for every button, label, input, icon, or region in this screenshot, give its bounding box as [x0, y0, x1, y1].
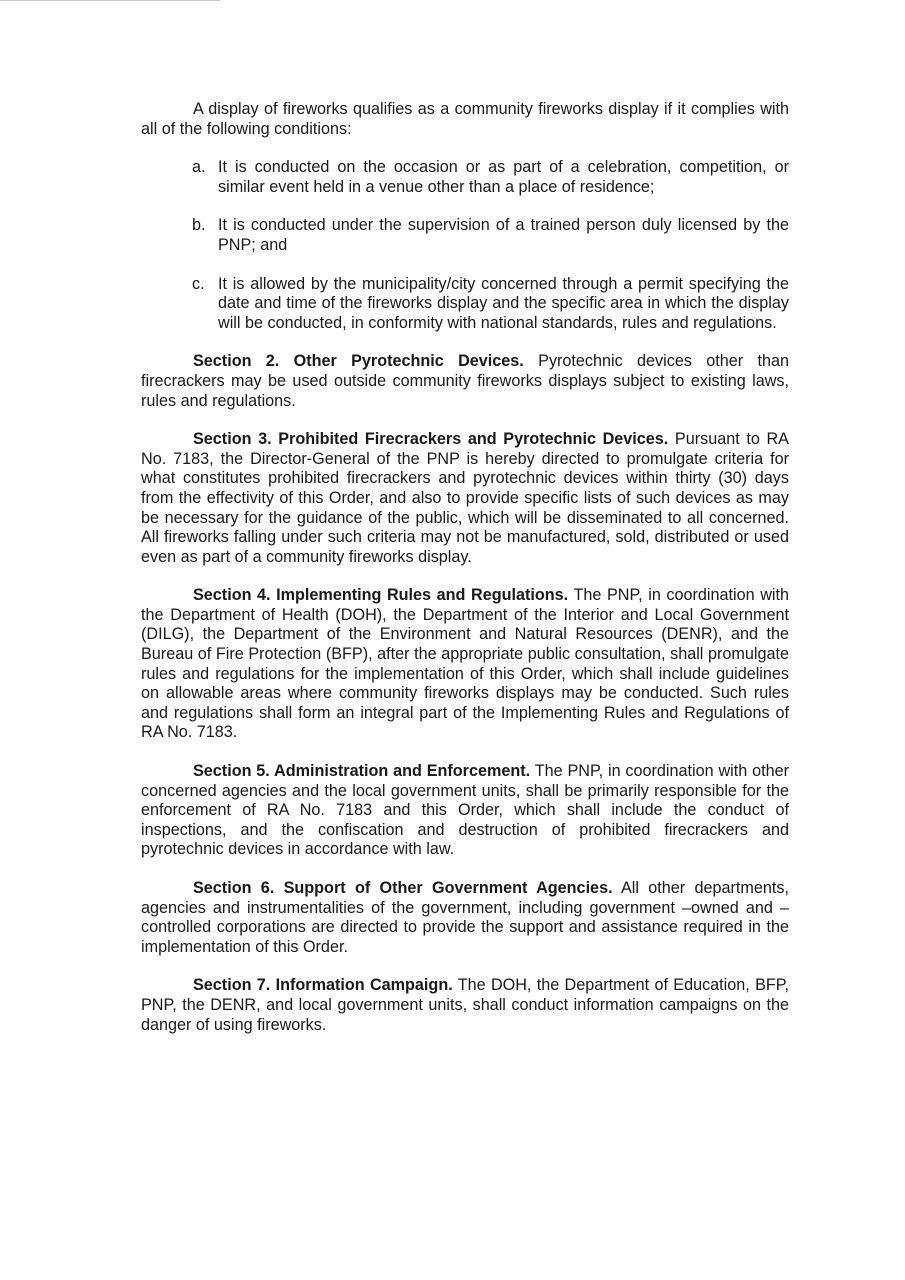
section-heading: Section 6. Support of Other Government Agencies.	[193, 879, 613, 897]
section-heading: Section 5. Administration and Enforcement.	[193, 762, 531, 781]
section-heading: Section 3. Prohibited Firecrackers and Pyrotechnic Devices.	[193, 430, 669, 449]
condition-marker: c.	[192, 274, 205, 293]
section-3	[141, 430, 789, 567]
section-body: The DOH, the Department of Education, BFP, PNP, the DENR, and local government units, shall conduct information campaigns on the danger of using fireworks.	[141, 976, 789, 1034]
condition-item-a	[192, 158, 789, 197]
section-6	[141, 879, 789, 957]
document-page	[141, 100, 789, 1054]
conditions-list	[141, 158, 789, 333]
section-body: Pyrotechnic devices other than firecrackers may be used outside community fireworks displays subject to existing laws, rules and regulations.	[141, 352, 789, 410]
section-heading: Section 4. Implementing Rules and Regulations.	[193, 586, 569, 605]
section-2	[141, 352, 789, 411]
section-body: Pursuant to RA No. 7183, the Director-General of the PNP is hereby directed to promulgate criteria for what constitutes prohibited firecrackers and pyrotechnic devices within thirty (30) days from the effectivity of this Order, and also to provide specific lists of such devices as may be necessary for the guidance of the public, which will be disseminated to all concerned. All fireworks falling under such criteria may not be manufactured, sold, distributed or used even as part of a community fireworks display.	[141, 430, 789, 566]
section-body: The PNP, in coordination with other concerned agencies and the local government units, shall be primarily responsible for the enforcement of RA No. 7183 and this Order, which shall include the conduct of inspections, and the confiscation and destruction of prohibited firecrackers and pyrotechnic devices in accordance with law.	[141, 762, 789, 859]
condition-text: It is conducted on the occasion or as part of a celebration, competition, or similar event held in a venue other than a place of residence;	[218, 158, 789, 196]
condition-marker: b.	[192, 216, 206, 235]
condition-text: It is conducted under the supervision of a trained person duly licensed by the PNP; and	[218, 216, 789, 254]
section-heading: Section 7. Information Campaign.	[193, 976, 453, 995]
condition-marker: a.	[192, 158, 206, 177]
section-body: The PNP, in coordination with the Department of Health (DOH), the Department of the Interior and Local Government (DILG), the Department of the Environment and Natural Resources (DENR), and the Bureau of Fire Protection (BFP), after the appropriate public consultation, shall promulgate rules and regulations for the implementation of this Order, which shall include guidelines on allowable areas where community fireworks displays may be conducted. Such rules and regulations shall form an integral part of the Implementing Rules and Regulations of RA No. 7183.	[141, 586, 789, 742]
condition-item-c	[192, 275, 789, 334]
section-body: All other departments, agencies and instrumentalities of the government, including government –owned and –controlled corporations are directed to provide the support and assistance required in the implementation of this Order.	[141, 879, 789, 956]
section-heading: Section 2. Other Pyrotechnic Devices.	[193, 352, 524, 371]
condition-text: It is allowed by the municipality/city concerned through a permit specifying the date and time of the fireworks display and the specific area in which the display will be conducted, in conformity with national standards, rules and regulations.	[218, 274, 789, 332]
scan-edge-line	[0, 0, 220, 1]
section-5	[141, 762, 789, 860]
intro-paragraph: A display of fireworks qualifies as a community fireworks display if it complies with all of the following conditions:	[141, 100, 789, 138]
section-7	[141, 976, 789, 1035]
condition-item-b	[192, 216, 789, 255]
section-4	[141, 586, 789, 743]
